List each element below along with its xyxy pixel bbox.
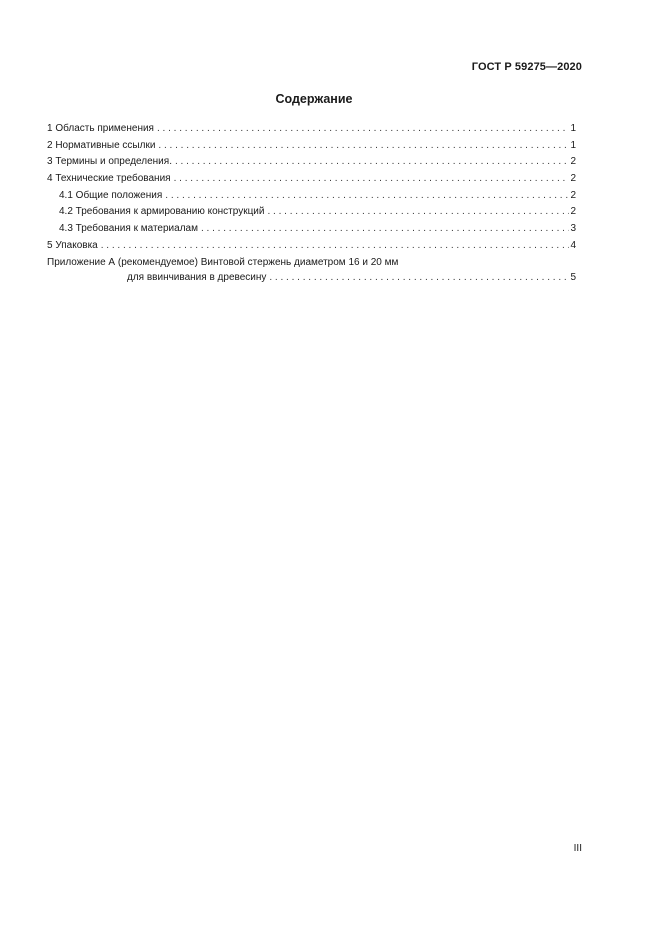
toc-entry-terms[interactable]	[47, 154, 576, 171]
toc-entry-appendix-a[interactable]	[47, 255, 576, 270]
toc-entry-appendix-a-continued[interactable]	[47, 270, 576, 285]
toc-leader-dots	[101, 238, 570, 255]
toc-entry-page: 3	[570, 223, 576, 235]
toc-entry-label: 3 Термины и определения.	[47, 156, 172, 168]
toc-entry-reinforcement-requirements[interactable]	[47, 204, 576, 221]
toc-leader-dots	[174, 171, 570, 188]
toc-leader-dots	[201, 221, 569, 238]
toc-leader-dots	[157, 121, 569, 138]
toc-entry-label: Приложение А (рекомендуемое) Винтовой стержень диаметром 16 и 20 мм	[47, 256, 399, 268]
toc-entry-label: 4 Технические требования	[47, 173, 171, 185]
toc-entry-label: 5 Упаковка	[47, 239, 98, 251]
toc-entry-general-provisions[interactable]	[47, 188, 576, 205]
toc-entry-page: 4	[570, 239, 576, 251]
toc-entry-page: 2	[570, 173, 576, 185]
toc-entry-label: 1 Область применения	[47, 123, 154, 134]
toc-entry-material-requirements[interactable]	[47, 221, 576, 238]
toc-entry-page: 2	[570, 156, 576, 168]
document-code: ГОСТ Р 59275—2020	[471, 61, 582, 73]
toc-entry-scope[interactable]	[47, 121, 576, 138]
toc-entry-packaging[interactable]	[47, 238, 576, 255]
toc-leader-dots	[269, 270, 569, 285]
toc-leader-dots	[267, 204, 569, 221]
toc-entry-technical-requirements[interactable]	[47, 171, 576, 188]
toc-leader-dots	[165, 188, 569, 205]
toc-entry-label: 4.1 Общие положения	[59, 189, 163, 201]
toc-leader-dots	[175, 154, 569, 171]
toc-entry-page: 2	[570, 206, 576, 218]
page-number: III	[573, 843, 582, 854]
table-of-contents	[47, 121, 576, 285]
toc-entry-label: для ввинчивания в древесину	[127, 271, 267, 283]
toc-entry-label: 2 Нормативные ссылки	[47, 139, 156, 151]
toc-entry-label: 4.2 Требования к армированию конструкций	[59, 206, 265, 218]
toc-entry-page: 1	[570, 123, 576, 134]
toc-entry-normative-references[interactable]	[47, 138, 576, 155]
toc-title: Содержание	[275, 92, 353, 106]
toc-entry-page: 5	[570, 271, 576, 283]
toc-entry-page: 1	[570, 139, 576, 151]
toc-leader-dots	[158, 138, 569, 155]
toc-entry-label: 4.3 Требования к материалам	[59, 223, 198, 235]
toc-entry-page: 2	[570, 189, 576, 201]
